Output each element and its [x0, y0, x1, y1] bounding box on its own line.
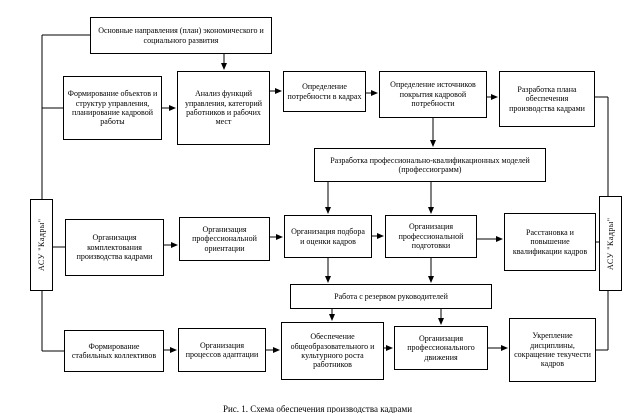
node-placement-qualification: Расстановка и повышение квалификации кадров [504, 213, 596, 271]
node-asu-kadry-left: АСУ "Кадры" [30, 199, 53, 291]
node-prof-movement: Организация профессионального движения [394, 326, 488, 370]
node-prof-orientation: Организация профессиональной ориентации [179, 217, 270, 261]
node-education-growth: Обеспечение общеобразовательного и культурного роста работников [281, 322, 384, 380]
node-prof-training: Организация профессиональной подготовки [385, 215, 477, 258]
figure-caption: Рис. 1. Схема обеспечения производства кадрами [222, 404, 413, 413]
node-analysis-functions: Анализ функций управления, категорий работников и рабочих мест [177, 71, 270, 145]
node-selection-evaluation: Организация подбора и оценки кадров [284, 215, 372, 258]
node-main-plan: Основные направления (план) экономического и социального развития [90, 17, 272, 54]
node-stable-teams: Формирование стабильных коллективов [64, 330, 164, 372]
node-reserve-managers: Работа с резервом руководителей [290, 284, 492, 309]
node-form-structures: Формирование объектов и структур управления, планирование кадровой работы [63, 76, 162, 140]
node-define-needs: Определение потребности в кадрах [283, 71, 366, 112]
node-asu-kadry-right: АСУ "Кадры" [599, 196, 622, 291]
node-prof-models: Разработка профессионально-квалификационных моделей (профессиограмм) [314, 148, 546, 182]
node-staffing-production: Организация комплектования производства кадрами [65, 219, 164, 276]
node-define-sources: Определение источников покрытия кадровой потребности [379, 71, 487, 118]
node-adaptation: Организация процессов адаптации [178, 328, 266, 372]
node-plan-development: Разработка плана обеспечения производства кадрами [499, 71, 595, 127]
node-discipline: Укрепление дисциплины, сокращение текучести кадров [509, 318, 596, 382]
